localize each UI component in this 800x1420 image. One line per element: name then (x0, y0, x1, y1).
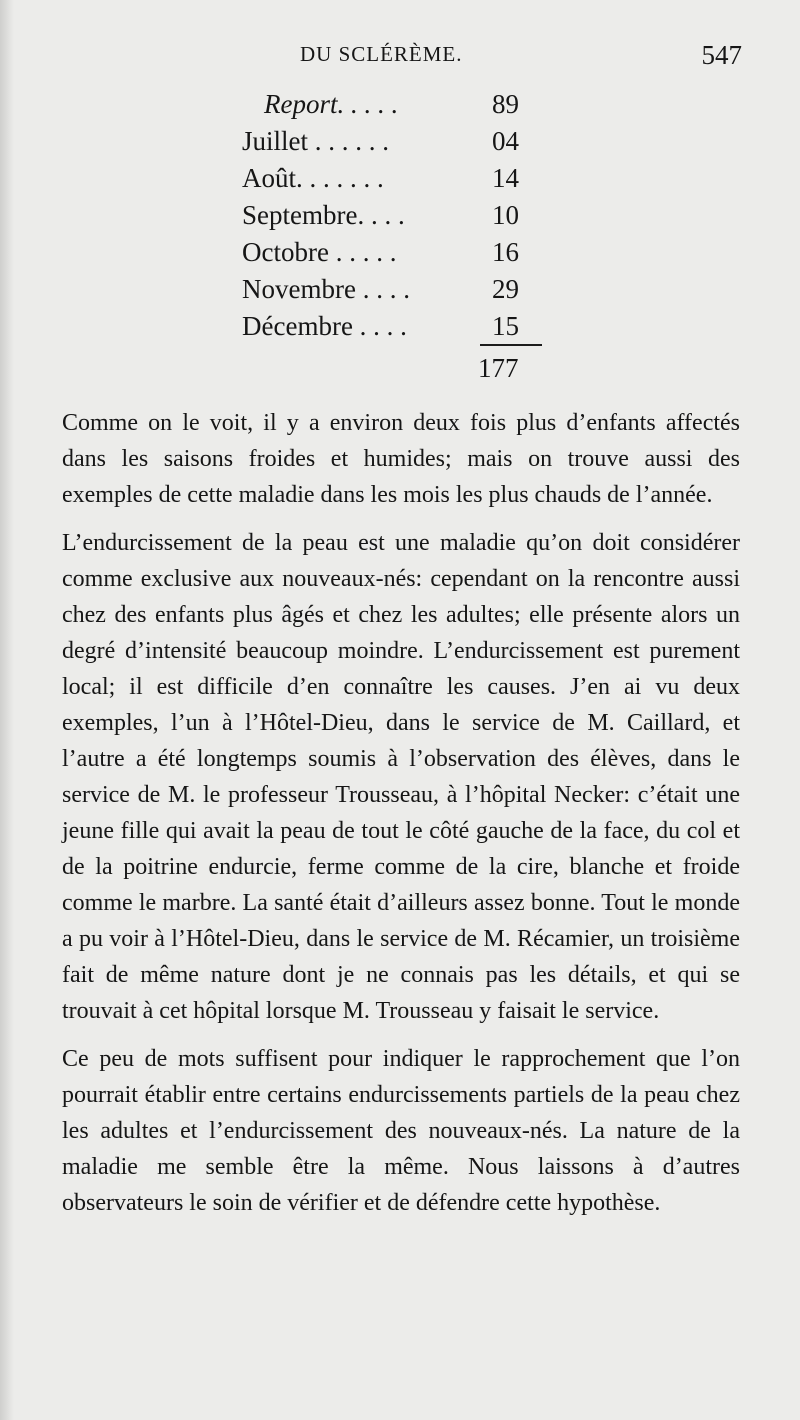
tally-row (242, 308, 542, 345)
tally-label: Décembre . . . . (242, 311, 407, 341)
paragraph: Ce peu de mots suffisent pour indiquer le rapprochement que l’on pourrait établir entre certains endurcissements partiels de la peau chez les adultes et l’endurcissement des nouveaux-nés. La nature de la maladie me semble être la même. Nous laissons à d’autres observateurs le soin de vérifier et de défendre cette hypothèse. (62, 1046, 740, 1216)
tally-row (242, 271, 542, 308)
paragraph: L’endurcissement de la peau est une maladie qu’on doit considérer comme exclusive aux nouveaux-nés: cependant on la rencontre aussi chez des enfants plus âgés et chez les adultes; elle présente alors un degré d’intensité beaucoup moindre. L’endurcissement est purement local; il est difficile d’en connaître les causes. J’en ai vu deux exemples, l’un à l’Hôtel-Dieu, dans le service de M. Caillard, et l’autre a été longtemps soumis à l’observation des élèves, dans le service de M. le professeur Trousseau, à l’hôpital Necker: c’était une jeune fille qui avait la peau de tout le côté gauche de la face, du col et de la poitrine endurcie, ferme comme de la cire, blanche et froide comme le marbre. La santé était d’ailleurs assez bonne. Tout le monde a pu voir à l’Hôtel-Dieu, dans le service de M. Récamier, un troisième fait de même nature dont je ne connais pas les détails, et qui se trouvait à cet hôpital lorsque M. Trousseau y faisait le service. (62, 530, 740, 1024)
tally-label: Octobre . . . . . (242, 237, 397, 267)
tally-row (242, 197, 542, 234)
tally-value: 15 (492, 311, 519, 341)
tally-label: Juillet . . . . . . (242, 126, 389, 156)
tally-total: 177 (478, 353, 519, 383)
tally-value: 10 (492, 200, 519, 230)
tally-label: Août. . . . . . . (242, 163, 384, 193)
tally-label: Report. . . . . (264, 89, 399, 119)
tally-row (242, 160, 542, 197)
page-number: 547 (701, 40, 742, 70)
tally-value: 04 (492, 126, 519, 156)
tally-row (242, 86, 542, 123)
tally-value: 29 (492, 274, 519, 304)
running-title: DU SCLÉRÈME. (300, 42, 463, 66)
body-text (62, 405, 740, 1233)
tally-value: 16 (492, 237, 519, 267)
tally-value: 89 (492, 89, 519, 119)
tally-row (242, 123, 542, 160)
tally-value: 14 (492, 163, 519, 193)
monthly-tally-table (242, 86, 542, 383)
tally-label: Novembre . . . . (242, 274, 410, 304)
sum-rule (480, 344, 542, 346)
running-head (58, 38, 742, 78)
tally-row (242, 234, 542, 271)
paragraph: Comme on le voit, il y a environ deux fois plus d’enfants affectés dans les saisons froides et humides; mais on trouve aussi des exemples de cette maladie dans les mois les plus chauds de l’année. (62, 410, 740, 508)
tally-label: Septembre. . . . (242, 200, 405, 230)
